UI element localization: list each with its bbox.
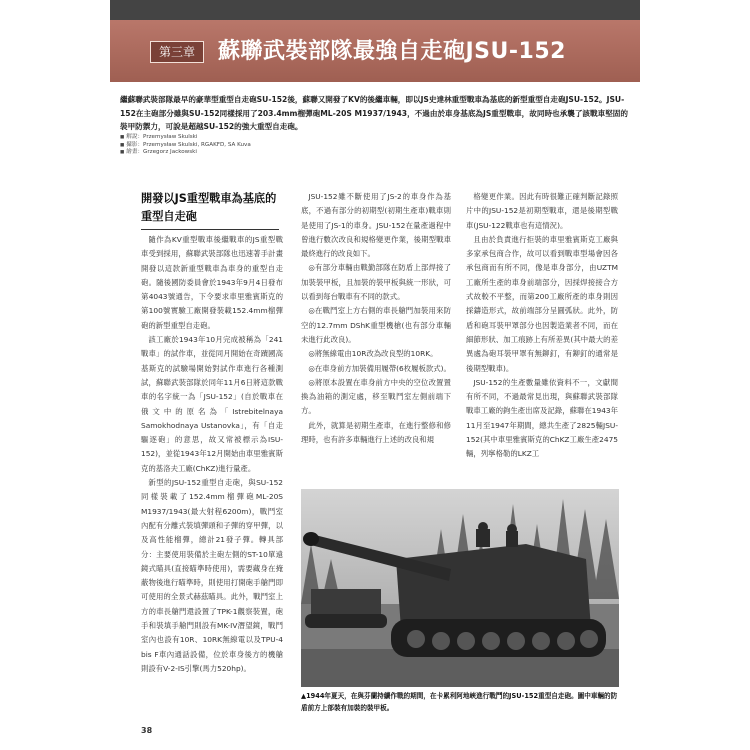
credits <box>120 134 420 157</box>
column-2 <box>301 190 451 447</box>
body-paragraph: 且由於負責進行拒裝的車里雅賓斯克工廠與多家承包商合作，故可以看到戰車型場會因各承包商而有所不同，像是車身部分，由UZTM工廠所生產的車身前端部分，因採焊接接合方式故較不平整，而第200工廠所產的車身則因採鑄造形式，故前端部分呈圓弧狀。此外，防盾和砲耳裝甲罩部分也因製造業者不同，而在細節形狀、加工痕跡上有所差異(其中最大的差異處為砲耳裝甲罩有無鉚釘，有鉚釘的通常是後期型戰車)。 <box>466 234 618 373</box>
body-paragraph: 新型的JSU-152重型自走砲，與SU-152同樣裝載了152.4mm榴彈砲ML-20S M1937/1943(最大射程6200m)，戰鬥室內配有分離式裝填彈頭和子彈的穿甲彈，以及高性能榴彈，總計21發子彈。轉具部分：主要使用裝備於主砲左側的ST-10單遠鏡式瞄具(直接瞄準時使用)，需要藏身在掩蔽物後進行瞄準時，則使用打開砲手艙門即可使用的全景式赫茲瞄具。此外，戰鬥室上方的車長艙門還設置了TPK-1觀察裝置，砲手和裝填手艙門則設有MK-IV潛望鏡，戰鬥室內也設有10R、10RK無線電以及TPU-4 bis F車內通話設備，位於車身後方的機艙則設有V-2-IS引擎(馬力520hp)。 <box>141 478 283 673</box>
photo-caption: ▲1944年夏天，在與芬蘭持續作戰的期間，在卡累利阿地峽進行戰鬥的JSU-152重型自走砲。圖中車輛的防盾前方上部裝有加裝的裝甲板。 <box>301 692 618 712</box>
body-paragraph: 此外，就算是初期生產車，在進行整修和修理時，也有許多車輛進行上述的改良和規 <box>301 420 451 445</box>
intro-paragraph: 繼蘇聯武裝部隊最早的豪華型重型自走砲SU-152後，蘇聯又開發了KV的後繼車輛，即以JS史達林重型戰車為基底的新型重型自走砲JSU-152。JSU-152在主砲部分雖與SU-152同樣採用了203.4mm榴彈砲ML-20S M1937/1943，不過由於車身基底為JS重型戰車，故同時也承襲了該戰車堅固的裝甲防禦力，可說是超越SU-152的強大重型自走砲。 <box>120 95 628 131</box>
column-1 <box>141 233 283 676</box>
tank-photo <box>301 489 619 687</box>
section-heading: 開發以JS重型戰車為基底的重型自走砲 <box>141 190 279 230</box>
body-paragraph: JSU-152雖不斷使用了JS-2的車身作為基底，不過有部分的初期型(初期生產車)戰車則是使用了JS-1的車身。JSU-152在量產過程中曾進行數次改良和規格變更作業，後期型戰車最終進行的改良如下。 <box>301 192 451 259</box>
credit-commentary: ■ 解說：Przemysław Skulski <box>120 134 420 142</box>
top-bar <box>110 0 640 20</box>
page-number: 38 <box>141 726 153 735</box>
body-paragraph: ◎在戰鬥室上方右側的車長艙門加裝用來防空的12.7mm DShK重型機槍(也有部分車輛未進行此改良)。 <box>301 306 451 344</box>
page-title: 蘇聯武裝部隊最強自走砲JSU-152 <box>218 39 566 64</box>
body-paragraph: ◎在車身前方加裝備用履帶(6枚履板款式)。 <box>308 363 451 373</box>
body-paragraph: 該工廠於1943年10月完成被稱為「241戰車」的試作車，並從同月開始在奇蹟國高基斯克的試驗場開始對試作車進行各種測試，蘇聯武裝部隊於同年11月6日將這款戰車的名字統一為「JSU-152」(自於戰車在俄文中的原名為「Istrebitelnaya Samokhodnaya Ustanovka」，有「自走驅逐砲」的意思，故又常被標示為ISU-152)，並從1943年12月開始由車里雅賓斯克的基洛夫工廠(ChKZ)進行量產。 <box>141 335 283 473</box>
credit-photo: ■ 攝影：Przemysław Skulski, RGAKFD, SA Kuva <box>120 142 420 150</box>
body-paragraph: ◎將無線電由10R改為改良型的10RK。 <box>308 349 438 359</box>
chapter-label: 第三章 <box>150 41 204 63</box>
body-paragraph: ◎有部分車輛由戰勤部隊在防盾上部焊接了加裝裝甲板，且加裝的裝甲板與統一形狀，可以看到每台戰車有不同的款式。 <box>301 263 451 302</box>
body-paragraph: JSU-152的生產數量雖依資料不一，文獻間有所不同，不過最常見出現，與蘇聯武裝部隊戰車工廠的鉤生產出席及記錄，蘇聯在1943年11月至1947年期間，總共生產了2825輛JSU-152(其中車里雅賓斯克的ChKZ工廠生產2475輛，列寧格勒的LKZ工 <box>466 377 618 459</box>
body-paragraph: 格變更作業。因此有時很難正確判斷記錄照片中的JSU-152是初期型戰車，還是後期型戰車(JSU-122戰車也有這情況)。 <box>466 192 618 230</box>
tank-photo-illustration <box>301 489 619 687</box>
magazine-page <box>110 0 640 750</box>
column-3 <box>466 190 618 462</box>
body-paragraph: 隨作為KV重型戰車後繼戰車的JS重型戰車受到採用，蘇聯武裝部隊也迅速著手計畫開發以這款新重型戰車為車身的重型自走砲。隨後國防委員會於1943年9月4日發布第4043號通告，下令要求車里雅賓斯克的第100號實驗工廠開發裝載152.4mm榴彈砲的新型重型自走砲。 <box>141 235 283 330</box>
body-paragraph: ◎將原本設置在車身前方中央的空位改置置換為油箱的測定處，移至戰鬥室左側前端下方。 <box>301 377 451 416</box>
credit-illustration: ■ 繪畫：Grzegorz Jackowski <box>120 149 420 157</box>
